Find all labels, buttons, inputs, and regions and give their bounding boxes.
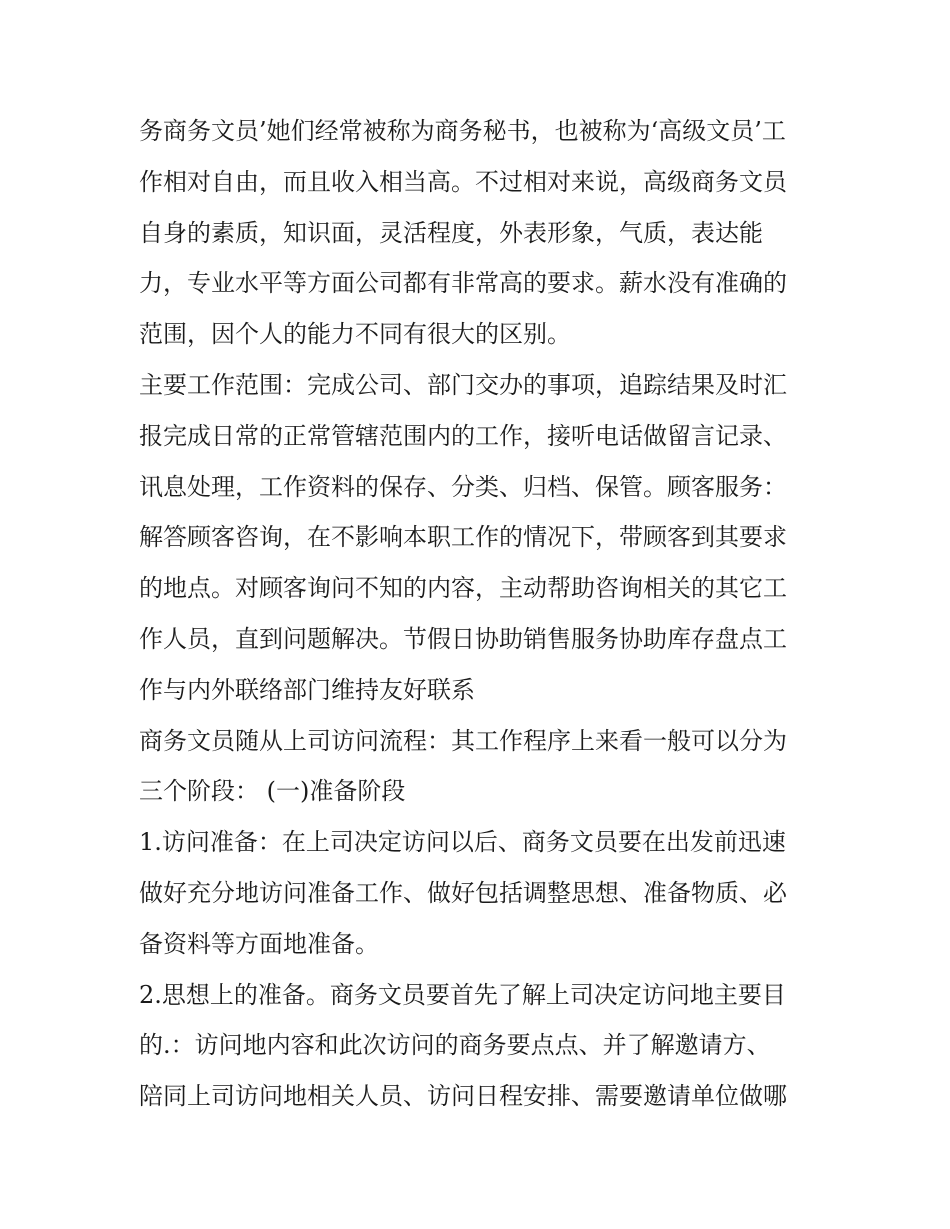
text-line: 的地点。对顾客询问不知的内容，主动帮助咨询相关的其它工 (139, 574, 787, 603)
text-line: 作相对自由，而且收入相当高。不过相对来说，高级商务文员 (139, 167, 787, 196)
text-line: 主要工作范围：完成公司、部门交办的事项，追踪结果及时汇 (139, 370, 787, 399)
text-line: 范围，因个人的能力不同有很大的区别。 (139, 320, 571, 349)
text-line: 2.思想上的准备。商务文员要首先了解上司决定访问地主要目 (139, 980, 786, 1009)
text-line: 解答顾客咨询，在不影响本职工作的情况下，带顾客到其要求 (139, 523, 787, 552)
text-line: 自身的素质，知识面，灵活程度，外表形象，气质，表达能 (139, 218, 763, 247)
text-line: 做好充分地访问准备工作、做好包括调整思想、准备物质、必 (139, 878, 787, 907)
text-line: 陪同上司访问地相关人员、访问日程安排、需要邀请单位做哪 (139, 1082, 787, 1111)
text-line: 1.访问准备：在上司决定访问以后、商务文员要在出发前迅速 (139, 828, 786, 857)
text-line: 商务文员随从上司访问流程：其工作程序上来看一般可以分为 (139, 726, 787, 755)
text-line: 力，专业水平等方面公司都有非常高的要求。薪水没有准确的 (139, 269, 787, 298)
text-line: 的.：访问地内容和此次访问的商务要点点、并了解邀请方、 (139, 1031, 771, 1060)
text-line: 务商务文员’她们经常被称为商务秘书，也被称为‘高级文员’工 (139, 117, 786, 145)
text-line: 备资料等方面地准备。 (139, 929, 379, 958)
text-line: 三个阶段： (一)准备阶段 (139, 777, 406, 806)
text-line: 报完成日常的正常管辖范围内的工作，接听电话做留言记录、 (139, 421, 787, 450)
text-line: 作人员，直到问题解决。节假日协助销售服务协助库存盘点工 (139, 624, 787, 653)
text-line: 作与内外联络部门维持友好联系 (139, 675, 475, 704)
document-body (139, 106, 819, 1122)
text-line: 讯息处理，工作资料的保存、分类、归档、保管。顾客服务： (139, 472, 787, 501)
